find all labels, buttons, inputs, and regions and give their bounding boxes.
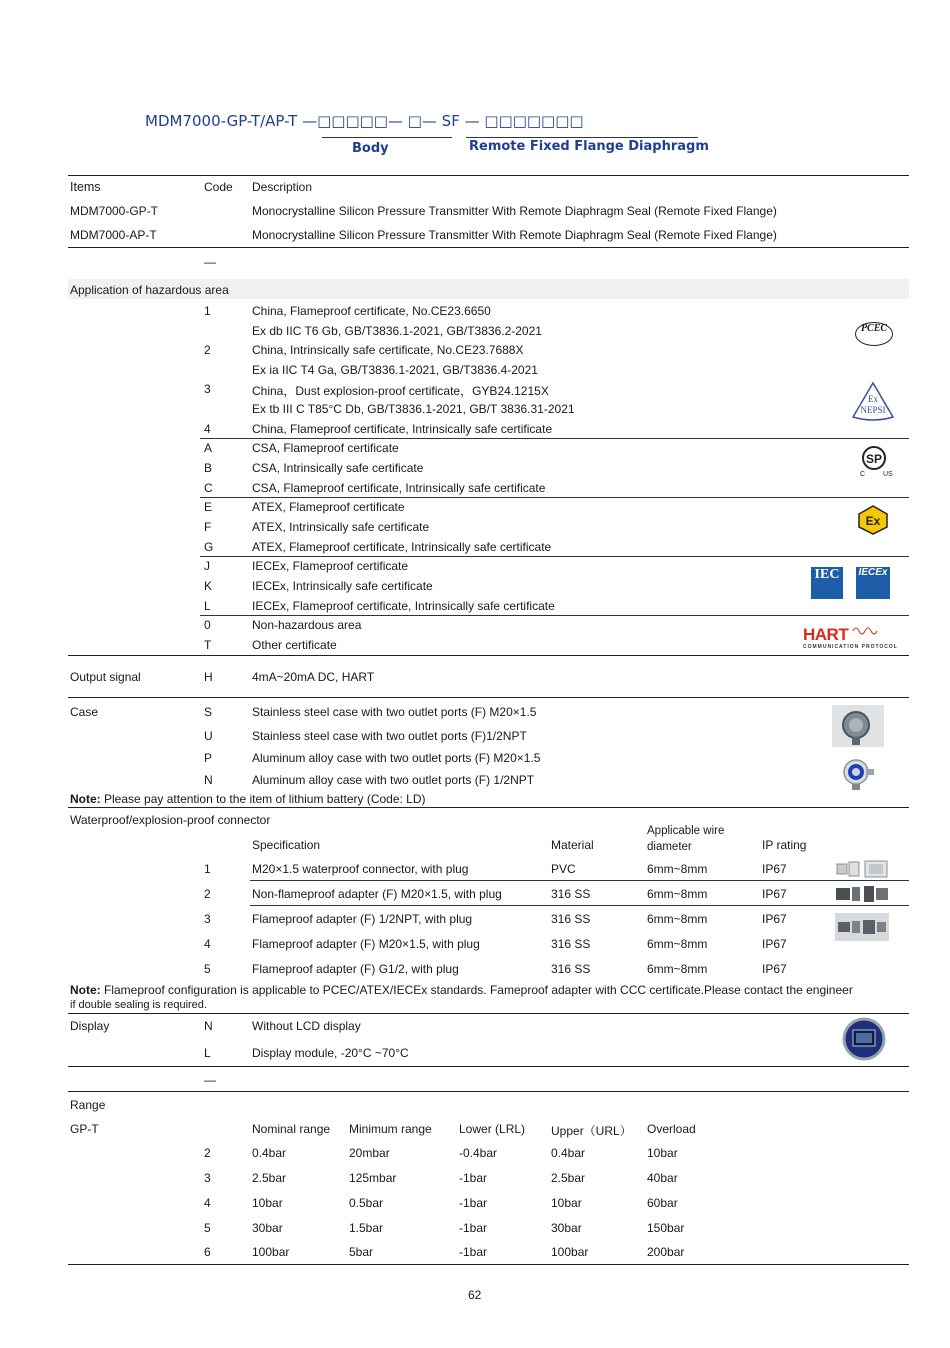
csa-sp-text: SP — [865, 452, 883, 466]
hazard-text: ATEX, Flameproof certificate, Intrinsically safe certificate — [252, 540, 552, 554]
range-nominal: 10bar — [252, 1196, 283, 1210]
page-number: 62 — [468, 1288, 482, 1302]
hazard-text: Non-hazardous area — [252, 618, 362, 632]
hazard-label: Application of hazardous area — [70, 283, 229, 297]
connector-spec: M20×1.5 waterproof connector, with plug — [252, 862, 469, 876]
hart-sub-text: COMMUNICATION PROTOCOL — [803, 644, 898, 650]
csa-c-text: C — [860, 471, 866, 478]
output-label: Output signal — [70, 670, 141, 684]
hart-logo — [803, 625, 899, 650]
range-code: 2 — [204, 1146, 211, 1160]
nepsi-logo — [851, 381, 895, 421]
case-code: N — [204, 773, 213, 787]
hazard-code: 4 — [204, 422, 211, 436]
rule — [200, 438, 909, 439]
case-note — [70, 792, 426, 806]
connector-wire: 6mm~8mm — [647, 912, 708, 926]
rule — [200, 556, 909, 557]
connector-material: 316 SS — [551, 937, 591, 951]
hazard-code: F — [204, 520, 212, 534]
range-lower: -1bar — [459, 1221, 488, 1235]
connector-spec: Non-flameproof adapter (F) M20×1.5, with plug — [252, 887, 502, 901]
diaphragm-underline — [466, 137, 698, 138]
connector-wire: 6mm~8mm — [647, 937, 708, 951]
case-note-label: Note: — [70, 792, 101, 806]
case-label: Case — [70, 705, 99, 719]
model-code-title: MDM7000-GP-T/AP-T —□□□□□— □— SF — □□□□□□□ — [145, 112, 584, 130]
range-header-lower: Lower (LRL) — [459, 1122, 526, 1136]
output-code: H — [204, 670, 213, 684]
hazard-code: J — [204, 559, 210, 573]
rule — [68, 247, 909, 248]
display-code: N — [204, 1019, 213, 1033]
connector-header-material: Material — [551, 838, 594, 852]
connector-spec: Flameproof adapter (F) G1/2, with plug — [252, 962, 459, 976]
hazard-code: K — [204, 579, 213, 593]
rule — [200, 615, 909, 616]
range-header-minimum: Minimum range — [349, 1122, 432, 1136]
range-minimum: 1.5bar — [349, 1221, 384, 1235]
connector-code: 3 — [204, 912, 211, 926]
case-text: Stainless steel case with two outlet ports (F)1/2NPT — [252, 729, 527, 743]
range-code: 3 — [204, 1171, 211, 1185]
body-underline — [322, 137, 452, 138]
hazard-code: L — [204, 599, 211, 613]
rule — [68, 697, 909, 698]
range-nominal: 0.4bar — [252, 1146, 287, 1160]
model-description: Monocrystalline Silicon Pressure Transmitter With Remote Diaphragm Seal (Remote Fixed Flange) — [252, 228, 777, 242]
hazard-text: Ex db IIC T6 Gb, GB/T3836.1-2021, GB/T3836.2-2021 — [252, 324, 542, 338]
connector-wire: 6mm~8mm — [647, 962, 708, 976]
flameproof-adapter-image — [835, 913, 889, 941]
range-overload: 10bar — [647, 1146, 678, 1160]
diaphragm-label: Remote Fixed Flange Diaphragm — [469, 139, 709, 154]
range-upper: 10bar — [551, 1196, 582, 1210]
hazard-text: CSA, Intrinsically safe certificate — [252, 461, 424, 475]
lcd-display-image — [840, 1017, 888, 1061]
range-overload: 40bar — [647, 1171, 678, 1185]
case-code: U — [204, 729, 213, 743]
model-item: MDM7000-AP-T — [70, 228, 157, 242]
range-upper: 100bar — [551, 1245, 589, 1259]
hazard-code: T — [204, 638, 212, 652]
connector-header-spec: Specification — [252, 838, 321, 852]
aluminum-case-image — [838, 757, 878, 791]
output-text: 4mA~20mA DC, HART — [252, 670, 375, 684]
connector-note-text: Flameproof configuration is applicable to PCEC/ATEX/IECEx standards. Fameproof adapter with CCC certificate.Please contact the engineer — [104, 983, 853, 997]
hazard-code: B — [204, 461, 213, 475]
case-text: Aluminum alloy case with two outlet ports (F) 1/2NPT — [252, 773, 535, 787]
display-code: L — [204, 1046, 211, 1060]
rule — [250, 880, 909, 881]
range-lower: -1bar — [459, 1171, 488, 1185]
nepsi-text: NEPSI — [860, 405, 886, 415]
case-text: Stainless steel case with two outlet ports (F) M20×1.5 — [252, 705, 537, 719]
range-code: 5 — [204, 1221, 211, 1235]
range-header-overload: Overload — [647, 1122, 696, 1136]
rule — [250, 905, 909, 906]
connector-header-wire-2: diameter — [647, 841, 692, 853]
header-code: Code — [204, 180, 233, 194]
range-nominal: 30bar — [252, 1221, 283, 1235]
connector-note-line-2: if double sealing is required. — [70, 999, 207, 1011]
range-overload: 200bar — [647, 1245, 685, 1259]
header-description: Description — [252, 180, 313, 194]
range-minimum: 0.5bar — [349, 1196, 384, 1210]
hazard-text: Ex ia IIC T4 Ga, GB/T3836.1-2021, GB/T3836.4-2021 — [252, 363, 538, 377]
connector-ip: IP67 — [762, 937, 787, 951]
range-lower: -1bar — [459, 1196, 488, 1210]
hazard-text: IECEx, Intrinsically safe certificate — [252, 579, 433, 593]
model-description: Monocrystalline Silicon Pressure Transmitter With Remote Diaphragm Seal (Remote Fixed Flange) — [252, 204, 777, 218]
waterproof-connector-image — [835, 858, 889, 880]
connector-note-label: Note: — [70, 983, 101, 997]
stainless-case-image — [832, 705, 884, 747]
range-header-nominal: Nominal range — [252, 1122, 331, 1136]
connector-ip: IP67 — [762, 887, 787, 901]
hazard-text: China，Dust explosion-proof certificate，GYB24.1215X — [252, 384, 549, 398]
hazard-code: 1 — [204, 304, 211, 318]
connector-wire: 6mm~8mm — [647, 887, 708, 901]
case-code: S — [204, 705, 213, 719]
rule — [68, 1013, 909, 1014]
hazard-text: Other certificate — [252, 638, 337, 652]
hazard-code: C — [204, 481, 213, 495]
separator-dash: — — [204, 1073, 216, 1087]
nepsi-ex-text: Ex — [868, 394, 878, 404]
hazard-code: 3 — [204, 382, 211, 396]
connector-code: 2 — [204, 887, 211, 901]
case-note-text: Please pay attention to the item of lithium battery (Code: LD) — [104, 792, 426, 806]
iecex-logo: IECEx — [856, 567, 890, 599]
range-upper: 2.5bar — [551, 1171, 586, 1185]
connector-code: 5 — [204, 962, 211, 976]
hart-wave-icon — [852, 625, 880, 637]
range-minimum: 125mbar — [349, 1171, 397, 1185]
model-item: MDM7000-GP-T — [70, 204, 159, 218]
range-sub-label: GP-T — [70, 1122, 99, 1136]
hazard-code: E — [204, 500, 213, 514]
connector-material: 316 SS — [551, 962, 591, 976]
atex-logo — [858, 505, 888, 535]
hazard-text: Ex tb III C T85°C Db, GB/T3836.1-2021, GB/T 3836.31-2021 — [252, 402, 575, 416]
hazard-text: China, Intrinsically safe certificate, No.CE23.7688X — [252, 343, 524, 357]
display-text: Without LCD display — [252, 1019, 361, 1033]
csa-us-text: US — [883, 471, 893, 478]
connector-ip: IP67 — [762, 912, 787, 926]
connector-spec: Flameproof adapter (F) M20×1.5, with plug — [252, 937, 480, 951]
range-header-upper: Upper（URL） — [551, 1124, 632, 1138]
pcec-logo: PCEC — [855, 322, 893, 346]
rule — [68, 655, 909, 656]
rule — [68, 1091, 909, 1092]
body-label: Body — [352, 141, 389, 156]
hazard-text: CSA, Flameproof certificate, Intrinsically safe certificate — [252, 481, 546, 495]
hazard-text: China, Flameproof certificate, Intrinsically safe certificate — [252, 422, 553, 436]
table-bottom-rule — [68, 1264, 909, 1265]
connector-note — [70, 983, 853, 997]
hazard-code: 2 — [204, 343, 211, 357]
range-overload: 150bar — [647, 1221, 685, 1235]
rule — [68, 1066, 909, 1067]
range-code: 4 — [204, 1196, 211, 1210]
connector-ip: IP67 — [762, 962, 787, 976]
range-code: 6 — [204, 1245, 211, 1259]
hazard-text: IECEx, Flameproof certificate — [252, 559, 409, 573]
connector-code: 4 — [204, 937, 211, 951]
rule — [68, 807, 909, 808]
header-items: Items — [70, 180, 101, 194]
connector-spec: Flameproof adapter (F) 1/2NPT, with plug — [252, 912, 473, 926]
table-top-rule — [68, 175, 909, 176]
hazard-code: 0 — [204, 618, 211, 632]
range-nominal: 2.5bar — [252, 1171, 287, 1185]
display-text: Display module, -20°C ~70°C — [252, 1046, 409, 1060]
range-upper: 30bar — [551, 1221, 582, 1235]
display-label: Display — [70, 1019, 110, 1033]
range-label: Range — [70, 1098, 106, 1112]
hart-text: HART — [803, 625, 849, 644]
adapter-image — [835, 883, 889, 905]
range-overload: 60bar — [647, 1196, 678, 1210]
connector-material: 316 SS — [551, 887, 591, 901]
hazard-text: CSA, Flameproof certificate — [252, 441, 399, 455]
separator-dash: — — [204, 255, 216, 269]
hazard-text: IECEx, Flameproof certificate, Intrinsically safe certificate — [252, 599, 555, 613]
connector-header-wire-1: Applicable wire — [647, 825, 725, 837]
range-upper: 0.4bar — [551, 1146, 586, 1160]
rule — [200, 497, 909, 498]
hazard-text: ATEX, Flameproof certificate — [252, 500, 405, 514]
hazard-text: China, Flameproof certificate, No.CE23.6650 — [252, 304, 491, 318]
connector-header-ip: IP rating — [762, 838, 807, 852]
connector-label: Waterproof/explosion-proof connector — [70, 813, 271, 827]
hazard-code: G — [204, 540, 214, 554]
range-nominal: 100bar — [252, 1245, 290, 1259]
hazard-code: A — [204, 441, 213, 455]
range-minimum: 20mbar — [349, 1146, 390, 1160]
connector-wire: 6mm~8mm — [647, 862, 708, 876]
connector-code: 1 — [204, 862, 211, 876]
range-lower: -1bar — [459, 1245, 488, 1259]
case-code: P — [204, 751, 213, 765]
csa-logo — [856, 442, 896, 480]
connector-material: 316 SS — [551, 912, 591, 926]
atex-ex-text: Ex — [865, 514, 881, 528]
connector-ip: IP67 — [762, 862, 787, 876]
case-text: Aluminum alloy case with two outlet ports (F) M20×1.5 — [252, 751, 541, 765]
connector-material: PVC — [551, 862, 576, 876]
iec-logo: IEC — [811, 567, 843, 599]
hazard-text: ATEX, Intrinsically safe certificate — [252, 520, 430, 534]
range-minimum: 5bar — [349, 1245, 374, 1259]
range-lower: -0.4bar — [459, 1146, 498, 1160]
